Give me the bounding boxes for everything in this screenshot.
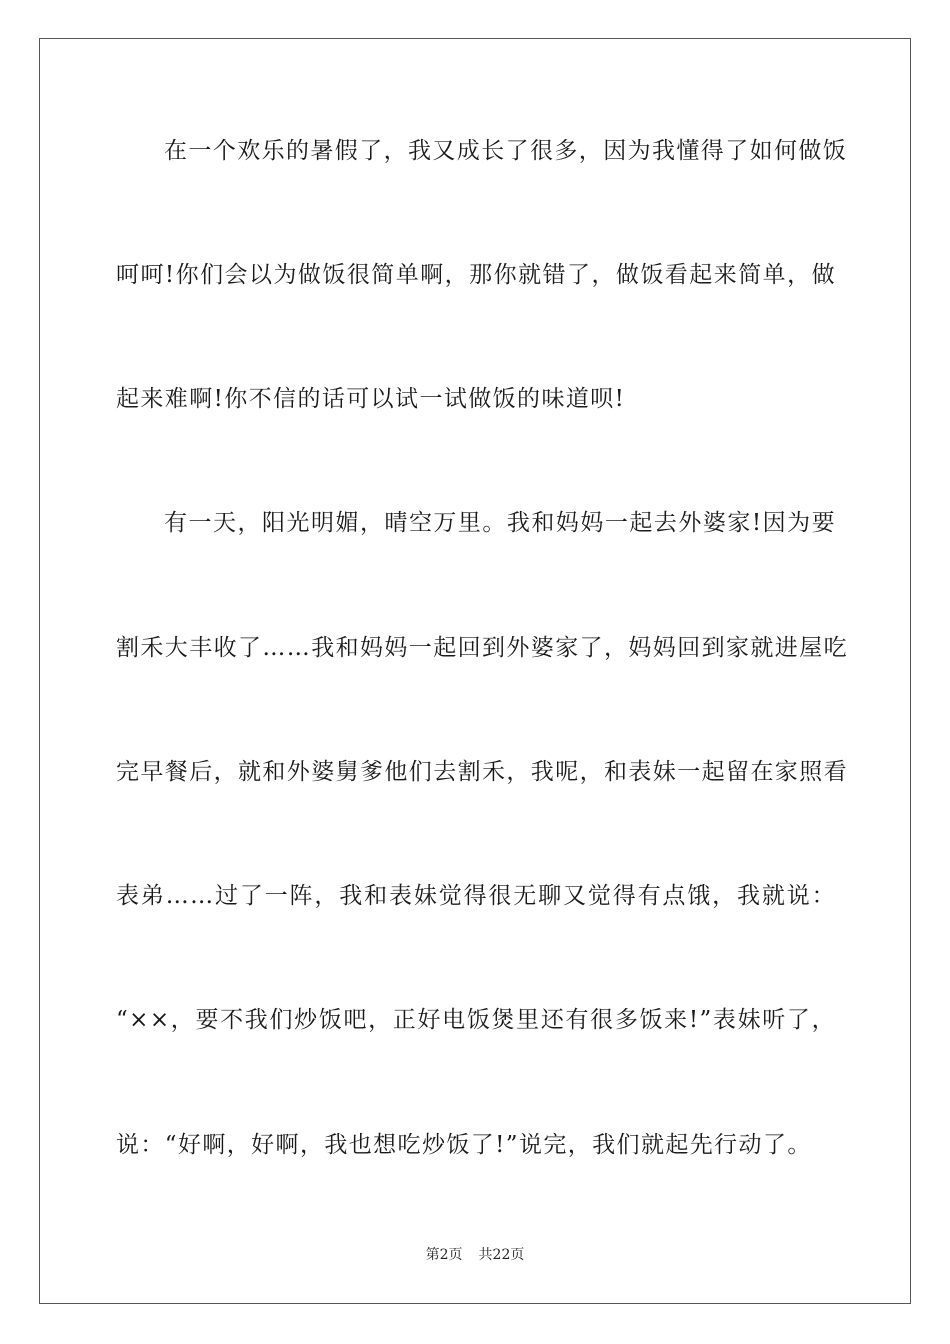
paragraph-2-line-1: 有一天，阳光明媚，晴空万里。我和妈妈一起去外婆家!因为要 — [164, 510, 836, 536]
paragraph-1-line-3: 起来难啊!你不信的话可以试一试做饭的味道呗! — [116, 386, 626, 412]
paragraph-2-line-5: “××，要不我们炒饭吧，正好电饭煲里还有很多饭来!”表妹听了， — [116, 1007, 836, 1033]
page-number-total: 共22页 — [478, 1247, 525, 1263]
paragraph-2-line-3: 完早餐后，就和外婆舅爹他们去割禾，我呢，和表妹一起留在家照看 — [116, 759, 848, 785]
paragraph-1-line-1: 在一个欢乐的暑假了，我又成长了很多，因为我懂得了如何做饭 — [164, 138, 848, 164]
paragraph-2-line-4: 表弟……过了一阵，我和表妹觉得很无聊又觉得有点饿，我就说： — [116, 883, 836, 909]
page-frame — [39, 38, 911, 1304]
page-footer — [0, 1246, 950, 1264]
page-number-current: 第2页 — [425, 1247, 463, 1263]
paragraph-1-line-2: 呵呵!你们会以为做饭很简单啊，那你就错了，做饭看起来简单，做 — [116, 262, 836, 288]
paragraph-2-line-6: 说：“好啊，好啊，我也想吃炒饭了!”说完，我们就起先行动了。 — [116, 1132, 812, 1158]
paragraph-2-line-2: 割禾大丰收了……我和妈妈一起回到外婆家了，妈妈回到家就进屋吃 — [116, 635, 848, 661]
